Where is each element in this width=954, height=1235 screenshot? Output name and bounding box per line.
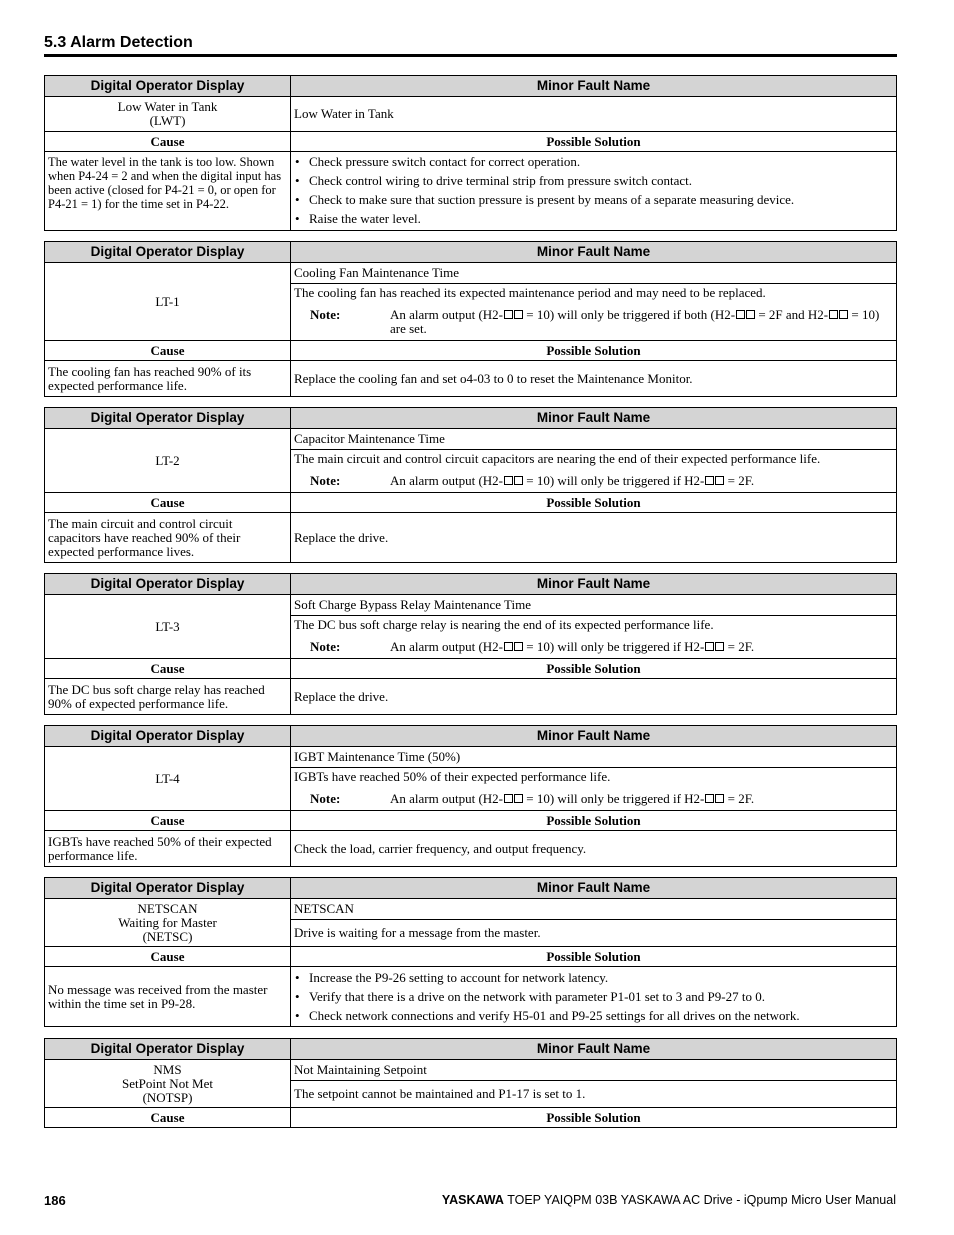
solution-item: • Raise the water level.: [294, 209, 893, 228]
display-code: LT-4: [45, 747, 291, 811]
fault-name: IGBT Maintenance Time (50%): [291, 747, 897, 768]
fault-desc: IGBTs have reached 50% of their expected performance life.: [294, 769, 611, 784]
cause-header: Cause: [45, 132, 291, 152]
cause-header: Cause: [45, 947, 291, 967]
note: [294, 792, 893, 806]
footer-brand: YASKAWA: [441, 1193, 504, 1207]
page-number: 186: [44, 1193, 66, 1208]
fault-table-lt3: [44, 573, 897, 715]
note-text: An alarm output (H2- = 10) will only be triggered if H2- = 2F.: [390, 473, 755, 488]
fault-desc: Drive is waiting for a message from the master.: [291, 920, 897, 947]
solution-header: Possible Solution: [291, 947, 897, 967]
display-code: LT-1: [45, 263, 291, 341]
name-header: Minor Fault Name: [291, 242, 897, 263]
display-code: (LWT): [149, 113, 186, 128]
fault-table-notsp: [44, 1038, 897, 1128]
solution-cell: [291, 152, 897, 231]
cause-text: No message was received from the master within the time set in P9-28.: [45, 967, 291, 1027]
fault-table-lt1: [44, 241, 897, 397]
display-header: Digital Operator Display: [45, 242, 291, 263]
display-code: LT-2: [45, 429, 291, 493]
note: [294, 474, 893, 488]
solution-item: • Check pressure switch contact for correct operation.: [294, 152, 893, 171]
display-cell: [45, 97, 291, 132]
note-label: Note:: [310, 791, 341, 806]
display-header: Digital Operator Display: [45, 76, 291, 97]
fault-table-lt4: [44, 725, 897, 867]
display-cell: [45, 899, 291, 947]
fault-name: Capacitor Maintenance Time: [291, 429, 897, 450]
fault-name: Low Water in Tank: [291, 97, 897, 132]
display-header: Digital Operator Display: [45, 408, 291, 429]
note: [294, 640, 893, 654]
note-text: An alarm output (H2- = 10) will only be triggered if H2- = 2F.: [390, 791, 755, 806]
name-header: Minor Fault Name: [291, 1039, 897, 1060]
cause-text: The DC bus soft charge relay has reached 90% of expected performance life.: [45, 679, 291, 715]
display-text: NETSCAN: [137, 900, 198, 916]
fault-name: Cooling Fan Maintenance Time: [291, 263, 897, 284]
fault-desc-cell: [291, 284, 897, 341]
cause-text: The main circuit and control circuit capacitors have reached 90% of their expected performance lives.: [45, 513, 291, 563]
solution-header: Possible Solution: [291, 493, 897, 513]
footer-manual-title: TOEP YAIQPM 03B YASKAWA AC Drive - iQpump Micro User Manual: [507, 1193, 896, 1207]
solution-header: Possible Solution: [291, 341, 897, 361]
cause-header: Cause: [45, 659, 291, 679]
fault-table-lt2: [44, 407, 897, 563]
cause-header: Cause: [45, 1108, 291, 1128]
display-code: (NETSC): [142, 928, 193, 944]
cause-header: Cause: [45, 493, 291, 513]
solution-item: • Check network connections and verify H5-01 and P9-25 settings for all drives on the network.: [294, 1006, 893, 1025]
display-code: (NOTSP): [142, 1089, 193, 1105]
note-label: Note:: [310, 307, 341, 322]
solution-list: [294, 968, 893, 1025]
cause-header: Cause: [45, 811, 291, 831]
fault-desc: The main circuit and control circuit capacitors are nearing the end of their expected performance life.: [294, 451, 821, 466]
note-label: Note:: [310, 473, 341, 488]
name-header: Minor Fault Name: [291, 726, 897, 747]
display-subtext: Waiting for Master: [118, 914, 217, 930]
fault-desc-cell: [291, 616, 897, 659]
cause-text: The cooling fan has reached 90% of its expected performance life.: [45, 361, 291, 397]
note: [294, 308, 893, 336]
fault-table-lwt: [44, 75, 897, 231]
display-subtext: SetPoint Not Met: [121, 1075, 213, 1091]
cause-text: The water level in the tank is too low. Shown when P4-24 = 2 and when the digital input has been active (closed for P4-21 = 0, or open for P4-21 = 1) for the time set in P4-22.: [45, 152, 291, 231]
note-text: An alarm output (H2- = 10) will only be triggered if H2- = 2F.: [390, 639, 755, 654]
solution-item: • Verify that there is a drive on the network with parameter P1-01 set to 3 and P9-27 to 0.: [294, 987, 893, 1006]
cause-text: IGBTs have reached 50% of their expected performance life.: [45, 831, 291, 867]
solution-item: • Increase the P9-26 setting to account for network latency.: [294, 968, 893, 987]
note-label: Note:: [310, 639, 341, 654]
fault-table-netsc: [44, 877, 897, 1027]
solution-header: Possible Solution: [291, 132, 897, 152]
solution-header: Possible Solution: [291, 1108, 897, 1128]
display-text: Low Water in Tank: [117, 99, 218, 114]
name-header: Minor Fault Name: [291, 878, 897, 899]
fault-desc: The DC bus soft charge relay is nearing the end of its expected performance life.: [294, 617, 714, 632]
section-rule: [44, 54, 897, 57]
name-header: Minor Fault Name: [291, 76, 897, 97]
display-header: Digital Operator Display: [45, 1039, 291, 1060]
fault-desc-cell: [291, 450, 897, 493]
display-header: Digital Operator Display: [45, 574, 291, 595]
footer-manual: [442, 1193, 896, 1207]
fault-name: Not Maintaining Setpoint: [291, 1060, 897, 1081]
solution-text: Replace the drive.: [291, 679, 897, 715]
solution-item: • Check control wiring to drive terminal strip from pressure switch contact.: [294, 171, 893, 190]
fault-desc: The cooling fan has reached its expected maintenance period and may need to be replaced.: [294, 285, 766, 300]
fault-desc-cell: [291, 768, 897, 811]
solution-text: Check the load, carrier frequency, and output frequency.: [291, 831, 897, 867]
display-header: Digital Operator Display: [45, 726, 291, 747]
solution-header: Possible Solution: [291, 811, 897, 831]
solution-cell: [291, 967, 897, 1027]
display-text: NMS: [153, 1061, 182, 1077]
name-header: Minor Fault Name: [291, 574, 897, 595]
cause-header: Cause: [45, 341, 291, 361]
section-title: 5.3 Alarm Detection: [44, 34, 193, 51]
name-header: Minor Fault Name: [291, 408, 897, 429]
fault-name: Soft Charge Bypass Relay Maintenance Time: [291, 595, 897, 616]
display-cell: [45, 1060, 291, 1108]
solution-text: Replace the cooling fan and set o4-03 to 0 to reset the Maintenance Monitor.: [291, 361, 897, 397]
solution-text: Replace the drive.: [291, 513, 897, 563]
fault-name: NETSCAN: [291, 899, 897, 920]
display-code: LT-3: [45, 595, 291, 659]
solution-item: • Check to make sure that suction pressure is present by means of a separate measuring device.: [294, 190, 893, 209]
fault-desc: The setpoint cannot be maintained and P1-17 is set to 1.: [291, 1081, 897, 1108]
solution-header: Possible Solution: [291, 659, 897, 679]
solution-list: [294, 152, 893, 228]
display-header: Digital Operator Display: [45, 878, 291, 899]
note-text: An alarm output (H2- = 10) will only be triggered if both (H2- = 2F and H2- = 10) are set.: [390, 307, 880, 336]
